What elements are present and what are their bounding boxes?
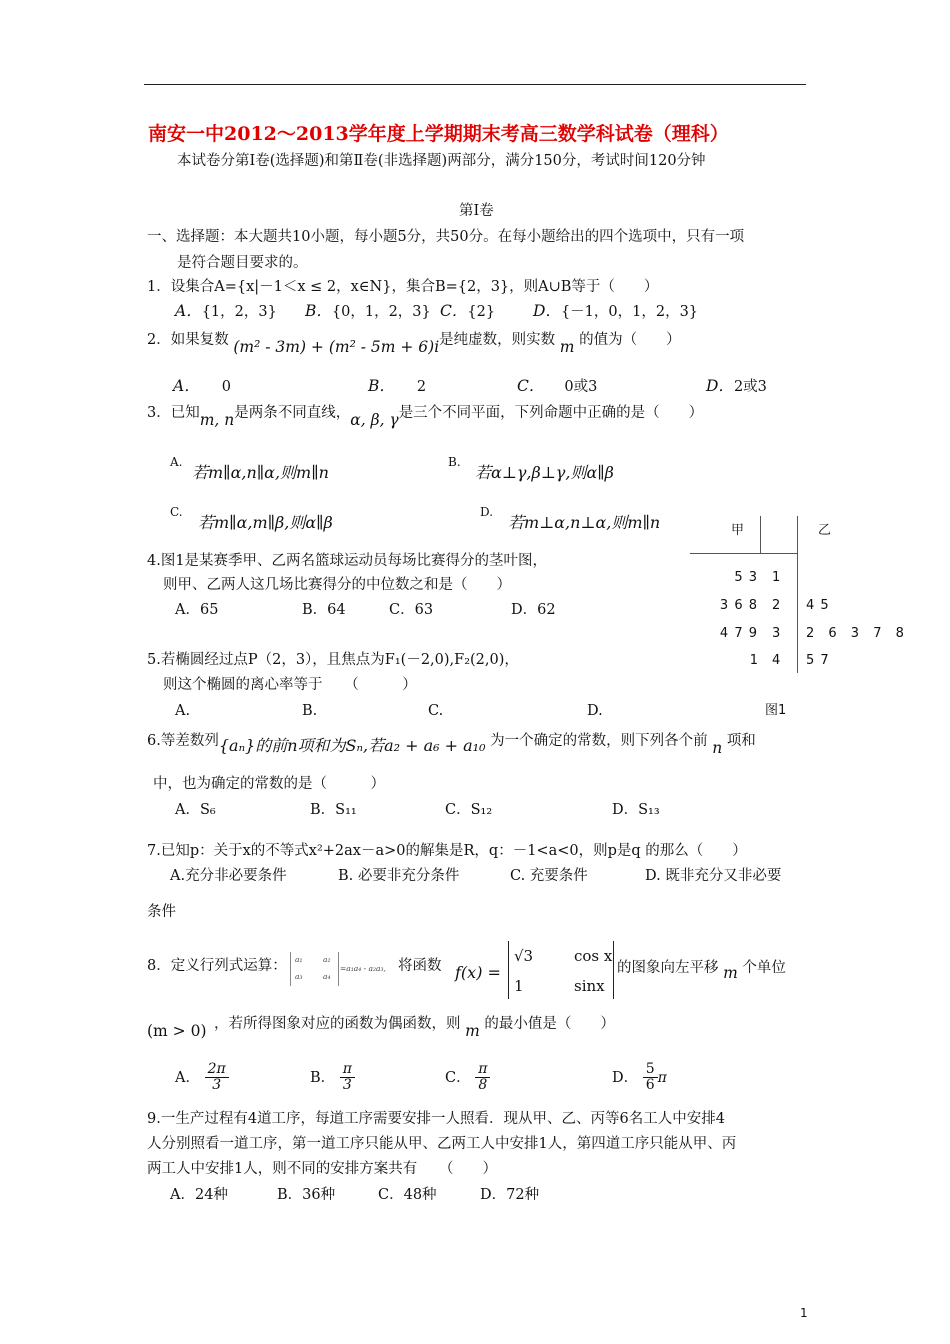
q6-stem-cont: 中，也为确定的常数的是（ ） — [153, 776, 385, 792]
q7-stem: 7.已知p：关于x的不等式x²+2ax－a>0的解集是R，q：－1<a<0，则p是q 的那么（ ） — [147, 843, 747, 859]
q9-option-d: D．72种 — [480, 1187, 540, 1203]
q6-stem — [147, 730, 756, 757]
stem-leaf-divider-left-top — [760, 516, 761, 554]
q8-option-d-denominator: 6 — [645, 1077, 655, 1094]
q3-stem — [147, 403, 704, 429]
q8-det-r2c1: 1 — [514, 977, 524, 995]
stem-leaf-right-row-4: 5 7 — [806, 653, 830, 668]
q5-option-b: B. — [302, 703, 318, 719]
q8-option-c-fraction — [475, 1062, 490, 1094]
q8-option-d — [612, 1062, 667, 1094]
page-number: 1 — [800, 1306, 808, 1320]
q6-variable: n — [712, 739, 723, 757]
q7-option-c: C. 充要条件 — [510, 868, 588, 884]
q8-option-b-numerator: π — [340, 1062, 355, 1078]
q4-option-d: D．62 — [511, 602, 556, 618]
q8-variable: m — [723, 964, 738, 982]
q6-stem-pre: 6.等差数列 — [147, 733, 219, 749]
q5-stem-cont: 则这个椭圆的离心率等于 （ ） — [163, 677, 417, 693]
q8-option-d-fraction — [643, 1062, 658, 1094]
q5-option-a: A. — [175, 703, 191, 719]
q3-option-a-text: 若m∥α,n∥α,则m∥n — [192, 463, 329, 482]
q3-option-a-letter: A. — [170, 455, 183, 469]
stem-leaf-stem-row-1: 1 — [772, 570, 781, 585]
q8-stem-mid: 将函数 — [398, 958, 442, 974]
q6-stem-post: 项和 — [726, 733, 756, 749]
q9-stem-cont-1: 人分别照看一道工序，第一道工序只能从甲、乙两工人中安排1人，第四道工序只能从甲、丙 — [147, 1136, 737, 1152]
stem-leaf-stem-row-2: 2 — [772, 598, 781, 613]
q2-option-a — [173, 377, 231, 396]
q8-determinant-definition — [290, 952, 339, 986]
q2-option-d-letter: D． — [706, 377, 734, 395]
q1-option-a — [175, 302, 277, 321]
q6-option-c: C．S₁₂ — [445, 802, 493, 818]
q8-option-a-denominator: 3 — [212, 1077, 222, 1094]
q4-stem: 4.图1是某赛季甲、乙两名篮球运动员每场比赛得分的茎叶图， — [147, 553, 548, 569]
q2-option-c-text: 0或3 — [564, 379, 598, 395]
q8-stem-post2: 个单位 — [742, 960, 786, 976]
q1-option-c-text: {2} — [467, 304, 496, 320]
q8-option-a-numerator: 2π — [205, 1062, 229, 1078]
q3-lines-vars: m, n — [199, 411, 235, 429]
q9-stem-cont-2: 两工人中安排1人，则不同的安排方案共有 （ ） — [147, 1161, 497, 1177]
q1-option-b-text: {0，1，2，3} — [331, 304, 431, 320]
q3-option-c-text: 若m∥α,m∥β,则α∥β — [198, 513, 333, 532]
q8-stem-post — [617, 958, 786, 982]
q3-stem-post: 是三个不同平面，下列命题中正确的是（ ） — [398, 405, 704, 421]
stem-leaf-divider-right — [797, 516, 798, 673]
q2-variable: m — [559, 338, 575, 356]
q1-option-a-text: {1，2，3} — [201, 304, 277, 320]
q9-option-a: A．24种 — [170, 1187, 228, 1203]
q8-option-b-denominator: 3 — [342, 1077, 352, 1094]
q8-det-r1c1: √3 — [514, 947, 534, 965]
q5-option-d: D. — [587, 703, 603, 719]
q6-stem-mid: 为一个确定的常数，则下列各个前 — [490, 733, 708, 749]
q6-option-b: B．S₁₁ — [310, 802, 357, 818]
q8-option-a — [175, 1062, 229, 1094]
q8-option-c-numerator: π — [475, 1062, 490, 1078]
q1-option-d-text: {－1，0，1，2，3} — [560, 304, 699, 320]
q1-option-b-letter: B． — [305, 302, 332, 320]
q8-stem-line2-text: ，若所得图象对应的函数为偶函数，则 — [214, 1016, 461, 1032]
q1-stem: 1．设集合A={x|－1＜x ≤ 2，x∈N}，集合B={2，3}，则A∪B等于（ ） — [147, 279, 659, 295]
q2-option-a-letter: A． — [173, 377, 200, 395]
q1-option-d — [533, 302, 698, 321]
q7-option-b: B. 必要非充分条件 — [338, 868, 460, 884]
q8-determinant-formula: =a₁a₄ - a₂a₃, — [340, 964, 386, 973]
q2-option-b — [368, 377, 426, 396]
stem-leaf-caption: 图1 — [765, 703, 787, 718]
q4-option-b: B．64 — [302, 602, 346, 618]
q8-option-c-letter: C． — [445, 1069, 471, 1086]
q7-option-d: D. 既非充分又非必要 — [645, 868, 782, 884]
q8-stem-end: 的最小值是（ ） — [484, 1016, 615, 1032]
q2-option-b-letter: B． — [368, 377, 395, 395]
q4-option-a: A．65 — [175, 602, 219, 618]
q8-stem-post-text: 的图象向左平移 — [617, 960, 719, 976]
q8-det-a4: a₄ — [323, 972, 331, 981]
q9-option-c: C．48种 — [378, 1187, 437, 1203]
q8-variable-2: m — [465, 1022, 480, 1040]
stem-leaf-left-row-1: 5 3 — [734, 570, 758, 585]
stem-leaf-left-header: 甲 — [731, 523, 745, 538]
q7-option-d-wrap: 条件 — [147, 904, 176, 920]
q8-stem-pre: 8．定义行列式运算： — [147, 958, 287, 974]
q8-stem-line2 — [214, 1014, 615, 1040]
q8-det-r2c2: sinx — [574, 977, 605, 995]
q3-option-b-text: 若α⊥γ,β⊥γ,则α∥β — [475, 463, 614, 482]
q9-option-b: B．36种 — [277, 1187, 336, 1203]
section-heading: 一、选择题：本大题共10小题，每小题5分，共50分。在每小题给出的四个选项中，只有一项 — [147, 229, 745, 245]
stem-leaf-header-rule — [690, 553, 798, 554]
q4-option-c: C．63 — [389, 602, 434, 618]
stem-leaf-right-row-2: 4 5 — [806, 598, 830, 613]
q8-det-r1c2: cos x — [574, 947, 613, 965]
q2-option-c — [517, 377, 597, 396]
q1-option-c — [440, 302, 495, 321]
q8-condition: (m > 0) — [147, 1022, 207, 1040]
q6-option-d: D．S₁₃ — [612, 802, 660, 818]
q2-option-c-letter: C． — [517, 377, 545, 395]
q8-option-d-pi: π — [657, 1069, 667, 1086]
q2-stem-end: 的值为（ ） — [579, 332, 681, 348]
q3-option-d-letter: D. — [480, 505, 494, 519]
q5-option-c: C. — [428, 703, 444, 719]
q2-stem-post: 是纯虚数，则实数 — [439, 332, 556, 348]
q8-option-d-numerator: 5 — [643, 1062, 658, 1078]
q6-expression: {aₙ}的前n项和为Sₙ,若a₂ + a₆ + a₁₀ — [218, 736, 486, 755]
q8-det-a2: a₂ — [323, 955, 331, 964]
stem-leaf-stem-row-4: 4 — [772, 653, 781, 668]
q8-option-b — [310, 1062, 355, 1094]
q8-option-b-letter: B． — [310, 1069, 336, 1086]
q2-stem — [147, 330, 681, 356]
stem-leaf-right-header: 乙 — [818, 523, 832, 538]
q5-stem: 5.若椭圆经过点P（2，3），且焦点为F₁(－2,0),F₂(2,0)， — [147, 652, 519, 668]
section-heading-cont: 是符合题目要求的。 — [177, 255, 308, 271]
q3-planes-vars: α, β, γ — [350, 411, 399, 429]
part-heading: 第Ⅰ卷 — [459, 203, 494, 219]
stem-leaf-stem-row-3: 3 — [772, 626, 781, 641]
q8-det-a3: a₃ — [295, 972, 303, 981]
exam-title: 南安一中2012～2013学年度上学期期末考高三数学科试卷（理科） — [148, 123, 729, 145]
q6-option-a: A．S₆ — [175, 802, 216, 818]
q1-option-c-letter: C． — [440, 302, 468, 320]
q8-det-a1: a₁ — [295, 955, 303, 964]
q8-option-b-fraction — [340, 1062, 355, 1094]
q9-stem: 9.一生产过程有4道工序，每道工序需要安排一人照看．现从甲、乙、丙等6名工人中安排4 — [147, 1111, 726, 1127]
q2-option-d-text: 2或3 — [733, 379, 767, 395]
q3-stem-mid: 是两条不同直线， — [234, 405, 351, 421]
q8-option-a-letter: A． — [175, 1069, 200, 1086]
q2-option-b-text: 2 — [416, 379, 427, 395]
q2-stem-pre: 2．如果复数 — [147, 332, 229, 348]
q1-option-a-letter: A． — [175, 302, 202, 320]
q2-option-d — [706, 377, 767, 396]
stem-leaf-left-row-4: 1 — [749, 653, 758, 668]
q8-function-determinant — [508, 941, 614, 999]
q1-option-b — [305, 302, 431, 321]
exam-intro: 本试卷分第Ⅰ卷(选择题)和第Ⅱ卷(非选择题)两部分，满分150分，考试时间120分钟 — [177, 153, 706, 169]
stem-leaf-right-row-3: 2 6 3 7 8 — [806, 626, 909, 641]
q3-stem-pre: 3．已知 — [147, 405, 200, 421]
q8-option-c — [445, 1062, 490, 1094]
q2-expression: (m² - 3m) + (m² - 5m + 6)i — [233, 338, 440, 356]
q8-option-a-fraction — [205, 1062, 229, 1094]
q3-option-c-letter: C. — [170, 505, 183, 519]
q3-option-b-letter: B. — [448, 455, 461, 469]
q8-function: f(x) = — [455, 963, 501, 982]
q2-option-a-text: 0 — [221, 379, 231, 395]
stem-leaf-left-row-3: 4 7 9 — [719, 626, 758, 641]
stem-leaf-left-row-2: 3 6 8 — [719, 598, 758, 613]
header-rule — [144, 84, 806, 85]
q7-option-a: A.充分非必要条件 — [170, 868, 287, 884]
q8-option-d-letter: D． — [612, 1069, 639, 1086]
q3-option-d-text: 若m⊥α,n⊥α,则m∥n — [508, 513, 661, 532]
q1-option-d-letter: D． — [533, 302, 561, 320]
q4-stem-cont: 则甲、乙两人这几场比赛得分的中位数之和是（ ） — [163, 577, 511, 593]
q8-option-c-denominator: 8 — [478, 1077, 488, 1094]
